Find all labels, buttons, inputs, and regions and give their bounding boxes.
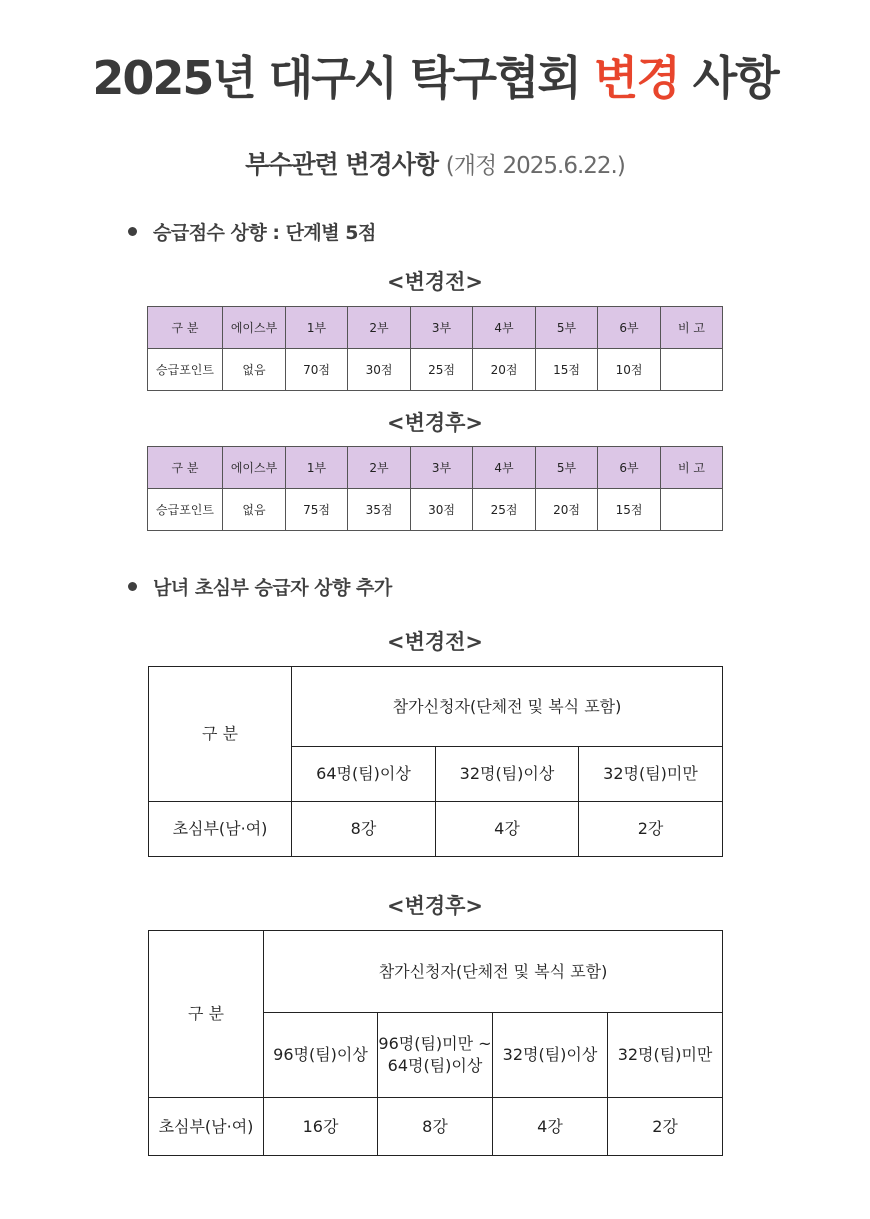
header-cell: 1부 bbox=[286, 307, 348, 349]
bullet-icon bbox=[128, 227, 137, 236]
section1-heading bbox=[128, 218, 376, 245]
header-cell: 6부 bbox=[598, 447, 661, 489]
title-prefix: 2025년 대구시 탁구협회 bbox=[92, 51, 594, 105]
table-cell: 20점 bbox=[536, 489, 598, 531]
section2-heading-text: 남녀 초심부 승급자 상향 추가 bbox=[153, 577, 392, 599]
title-highlight: 변경 bbox=[593, 51, 679, 105]
table-cell: 25점 bbox=[473, 489, 536, 531]
table-header-row bbox=[148, 447, 723, 489]
header-cell: 2부 bbox=[348, 447, 411, 489]
table-cell: 30점 bbox=[348, 349, 411, 391]
header-cell: 비 고 bbox=[661, 307, 723, 349]
table-cell: 10점 bbox=[598, 349, 661, 391]
section2-before-caption: <변경전> bbox=[386, 630, 484, 654]
table-cell: 4강 bbox=[493, 1098, 608, 1156]
table-cell: 2강 bbox=[579, 802, 723, 857]
table-cell: 15점 bbox=[598, 489, 661, 531]
subtitle bbox=[0, 145, 870, 181]
table-cell: 16강 bbox=[264, 1098, 378, 1156]
header-cell: 3부 bbox=[411, 447, 473, 489]
table-cell: 2강 bbox=[608, 1098, 723, 1156]
header-cell: 2부 bbox=[348, 307, 411, 349]
group-header: 참가신청자(단체전 및 복식 포함) bbox=[264, 931, 723, 1013]
bullet-icon bbox=[128, 582, 137, 591]
page-title bbox=[0, 42, 870, 108]
column-header: 32명(팀)미만 bbox=[608, 1013, 723, 1098]
section2-heading bbox=[128, 573, 392, 600]
column-header: 32명(팀)이상 bbox=[436, 747, 579, 802]
table-cell: 70점 bbox=[286, 349, 348, 391]
table-cell: 30점 bbox=[411, 489, 473, 531]
table-row bbox=[148, 349, 723, 391]
table-cell: 20점 bbox=[473, 349, 536, 391]
promotion-points-before-table bbox=[147, 306, 723, 391]
table-header-row bbox=[149, 931, 723, 1013]
header-cell: 에이스부 bbox=[223, 307, 286, 349]
column-header: 64명(팀)이상 bbox=[292, 747, 436, 802]
table-cell: 없음 bbox=[223, 349, 286, 391]
table-row bbox=[149, 1098, 723, 1156]
header-cell: 에이스부 bbox=[223, 447, 286, 489]
title-suffix: 사항 bbox=[678, 51, 778, 105]
row-label: 승급포인트 bbox=[148, 349, 223, 391]
header-cell: 5부 bbox=[536, 447, 598, 489]
table-cell: 75점 bbox=[286, 489, 348, 531]
table-cell: 35점 bbox=[348, 489, 411, 531]
table-row bbox=[148, 489, 723, 531]
table-header-row bbox=[149, 667, 723, 747]
section1-after-caption: <변경후> bbox=[386, 411, 484, 435]
beginner-before-table bbox=[148, 666, 723, 857]
section1-before-caption: <변경전> bbox=[386, 270, 484, 294]
subtitle-main: 부수관련 변경사항 bbox=[245, 150, 439, 179]
row-label: 승급포인트 bbox=[148, 489, 223, 531]
table-cell bbox=[661, 349, 723, 391]
header-cell: 구 분 bbox=[148, 447, 223, 489]
header-cell: 5부 bbox=[536, 307, 598, 349]
table-cell: 25점 bbox=[411, 349, 473, 391]
section2-after-caption: <변경후> bbox=[386, 894, 484, 918]
table-cell: 8강 bbox=[292, 802, 436, 857]
row-label: 초심부(남·여) bbox=[149, 802, 292, 857]
beginner-after-table bbox=[148, 930, 723, 1156]
column-header: 32명(팀)이상 bbox=[493, 1013, 608, 1098]
column-header: 96명(팀)이상 bbox=[264, 1013, 378, 1098]
table-cell bbox=[661, 489, 723, 531]
table-cell: 15점 bbox=[536, 349, 598, 391]
header-cell: 1부 bbox=[286, 447, 348, 489]
header-cell: 4부 bbox=[473, 307, 536, 349]
section1-heading-text: 승급점수 상향 : 단계별 5점 bbox=[153, 222, 376, 244]
table-row bbox=[149, 802, 723, 857]
corner-cell: 구 분 bbox=[149, 667, 292, 802]
column-header: 32명(팀)미만 bbox=[579, 747, 723, 802]
header-cell: 6부 bbox=[598, 307, 661, 349]
header-cell: 4부 bbox=[473, 447, 536, 489]
column-header: 96명(팀)미만 ~ 64명(팀)이상 bbox=[378, 1013, 493, 1098]
promotion-points-after-table bbox=[147, 446, 723, 531]
table-cell: 없음 bbox=[223, 489, 286, 531]
table-cell: 8강 bbox=[378, 1098, 493, 1156]
table-header-row bbox=[148, 307, 723, 349]
header-cell: 구 분 bbox=[148, 307, 223, 349]
group-header: 참가신청자(단체전 및 복식 포함) bbox=[292, 667, 723, 747]
header-cell: 3부 bbox=[411, 307, 473, 349]
header-cell: 비 고 bbox=[661, 447, 723, 489]
table-cell: 4강 bbox=[436, 802, 579, 857]
row-label: 초심부(남·여) bbox=[149, 1098, 264, 1156]
corner-cell: 구 분 bbox=[149, 931, 264, 1098]
subtitle-revision: (개정 2025.6.22.) bbox=[445, 153, 625, 179]
